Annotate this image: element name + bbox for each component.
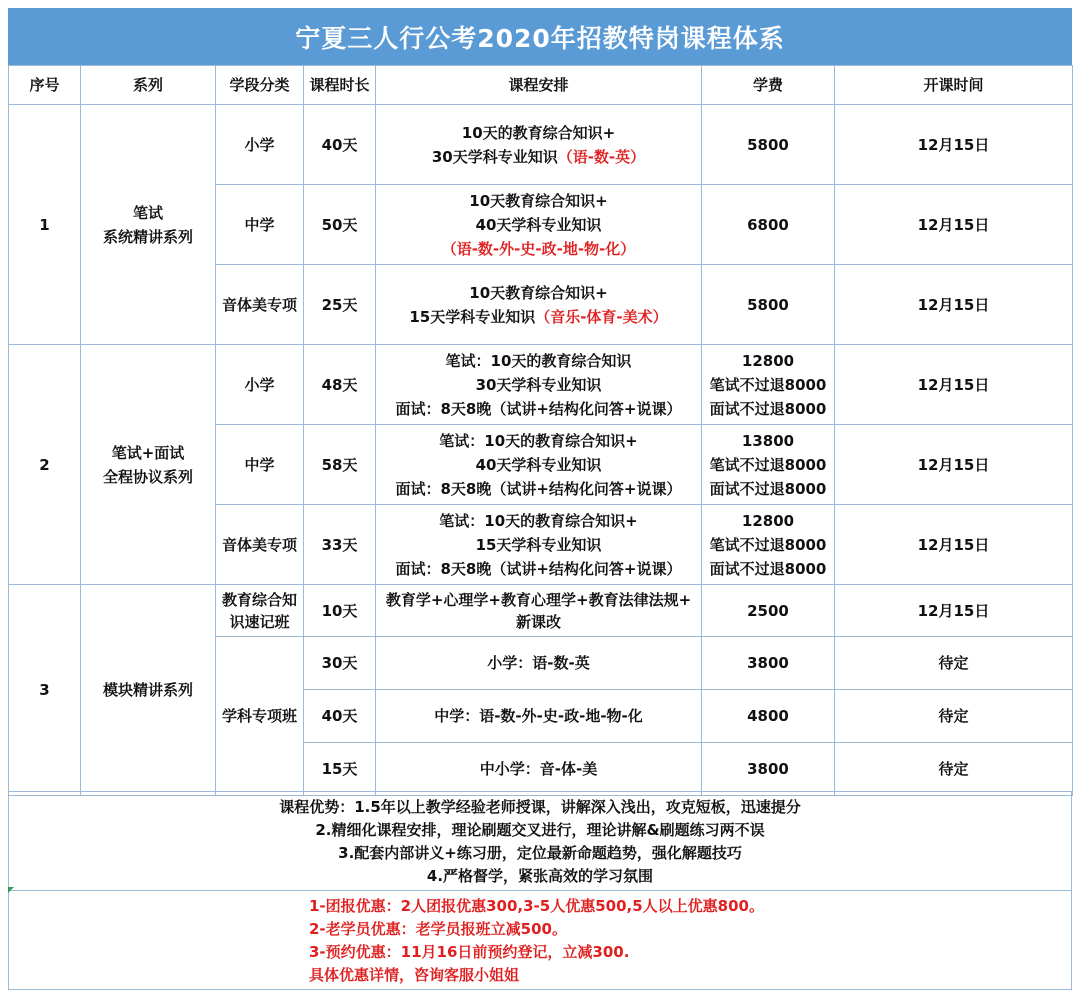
fee-cell	[702, 345, 835, 425]
plan-line: 笔试：10天的教育综合知识+	[439, 431, 638, 450]
group-no: 3	[9, 585, 81, 796]
plan-text: 15天学科专业知识	[409, 307, 536, 326]
table-row	[9, 345, 1073, 425]
duration-cell: 25天	[304, 265, 376, 345]
level-cell: 教育综合知识速记班	[216, 585, 304, 637]
level-cell: 学科专项班	[216, 637, 304, 796]
plan-line: 30天学科专业知识	[475, 375, 602, 394]
start-cell: 待定	[835, 743, 1073, 796]
advantage-line: 3.配套内部讲义+练习册，定位最新命题趋势，强化解题技巧	[338, 844, 742, 862]
discount-line: 具体优惠详情，咨询客服小姐姐	[309, 966, 520, 984]
duration-cell: 40天	[304, 690, 376, 743]
plan-line: 新课改	[515, 612, 561, 631]
plan-cell	[376, 345, 702, 425]
duration-cell: 40天	[304, 105, 376, 185]
fee-line: 笔试不过退8000	[709, 455, 827, 474]
series-line: 笔试	[132, 203, 163, 222]
plan-line: 面试：8天8晚（试讲+结构化问答+说课）	[395, 479, 682, 498]
plan-line: 10天教育综合知识+	[469, 283, 608, 302]
table-row	[9, 105, 1073, 185]
duration-cell: 15天	[304, 743, 376, 796]
plan-subjects: （音乐-体育-美术）	[535, 307, 668, 326]
advantage-line: 2.精细化课程安排，理论刷题交叉进行，理论讲解&刷题练习两不误	[315, 821, 765, 839]
group-series	[81, 105, 216, 345]
start-cell: 12月15日	[835, 105, 1073, 185]
start-cell: 12月15日	[835, 505, 1073, 585]
series-line: 全程协议系列	[102, 467, 193, 486]
fee-cell: 3800	[702, 743, 835, 796]
plan-line: 40天学科专业知识	[475, 215, 602, 234]
group-series	[81, 585, 216, 796]
duration-cell: 30天	[304, 637, 376, 690]
plan-cell	[376, 185, 702, 265]
discount-line: 1-团报优惠：2人团报优惠300,3-5人优惠500,5人以上优惠800。	[309, 897, 764, 915]
plan-line: 笔试：10天的教育综合知识+	[439, 511, 638, 530]
series-line: 系统精讲系列	[102, 227, 193, 246]
fee-cell: 5800	[702, 105, 835, 185]
header-level: 学段分类	[216, 66, 304, 105]
fee-line: 面试不过退8000	[709, 399, 827, 418]
plan-line: 10天教育综合知识+	[469, 191, 608, 210]
group-no: 2	[9, 345, 81, 585]
plan-cell	[376, 425, 702, 505]
series-line: 笔试+面试	[111, 443, 185, 462]
sheet-title: 宁夏三人行公考2020年招教特岗课程体系	[8, 8, 1072, 65]
start-cell: 12月15日	[835, 425, 1073, 505]
advantage-line: 4.严格督学，紧张高效的学习氛围	[426, 867, 654, 885]
plan-line: 15天学科专业知识	[475, 535, 602, 554]
plan-subjects: （语-数-英）	[557, 147, 646, 166]
fee-cell: 4800	[702, 690, 835, 743]
plan-cell: 小学：语-数-英	[376, 637, 702, 690]
duration-cell: 50天	[304, 185, 376, 265]
header-plan: 课程安排	[376, 66, 702, 105]
plan-line	[376, 305, 701, 329]
plan-line: 面试：8天8晚（试讲+结构化问答+说课）	[395, 399, 682, 418]
cell-comment-marker	[8, 887, 14, 893]
header-start: 开课时间	[835, 66, 1073, 105]
level-cell: 音体美专项	[216, 265, 304, 345]
start-cell: 12月15日	[835, 585, 1073, 637]
plan-line: 40天学科专业知识	[475, 455, 602, 474]
duration-cell: 33天	[304, 505, 376, 585]
course-table	[8, 65, 1073, 796]
level-cell: 小学	[216, 345, 304, 425]
plan-cell	[376, 505, 702, 585]
plan-subjects: （语-数-外-史-政-地-物-化）	[441, 239, 636, 258]
header-row	[9, 66, 1073, 105]
fee-cell: 3800	[702, 637, 835, 690]
group-no: 1	[9, 105, 81, 345]
fee-line: 12800	[741, 511, 795, 530]
table-row	[9, 585, 1073, 637]
fee-line: 笔试不过退8000	[709, 535, 827, 554]
course-advantages	[8, 791, 1072, 891]
start-cell: 12月15日	[835, 345, 1073, 425]
header-series: 系列	[81, 66, 216, 105]
plan-cell: 中小学：音-体-美	[376, 743, 702, 796]
fee-line: 12800	[741, 351, 795, 370]
fee-cell	[702, 505, 835, 585]
group-series	[81, 345, 216, 585]
fee-cell: 6800	[702, 185, 835, 265]
level-cell: 中学	[216, 185, 304, 265]
header-duration: 课程时长	[304, 66, 376, 105]
series-line: 模块精讲系列	[102, 681, 193, 699]
plan-line: 10天的教育综合知识+	[461, 123, 616, 142]
fee-cell: 5800	[702, 265, 835, 345]
plan-line: 教育学+心理学+教育心理学+教育法律法规+	[385, 590, 692, 609]
plan-text: 30天学科专业知识	[431, 147, 558, 166]
plan-cell	[376, 105, 702, 185]
plan-line	[376, 145, 701, 169]
fee-cell: 2500	[702, 585, 835, 637]
level-cell: 音体美专项	[216, 505, 304, 585]
plan-line: 面试：8天8晚（试讲+结构化问答+说课）	[395, 559, 682, 578]
plan-cell	[376, 265, 702, 345]
start-cell: 12月15日	[835, 185, 1073, 265]
plan-cell: 中学：语-数-外-史-政-地-物-化	[376, 690, 702, 743]
level-cell: 小学	[216, 105, 304, 185]
level-cell: 中学	[216, 425, 304, 505]
discount-notes	[8, 890, 1072, 990]
duration-cell: 48天	[304, 345, 376, 425]
header-no: 序号	[9, 66, 81, 105]
fee-line: 面试不过退8000	[709, 559, 827, 578]
fee-line: 面试不过退8000	[709, 479, 827, 498]
header-fee: 学费	[702, 66, 835, 105]
start-cell: 待定	[835, 637, 1073, 690]
discount-line: 2-老学员优惠：老学员报班立减500。	[309, 920, 567, 938]
plan-cell	[376, 585, 702, 637]
duration-cell: 58天	[304, 425, 376, 505]
fee-line: 13800	[741, 431, 795, 450]
start-cell: 12月15日	[835, 265, 1073, 345]
fee-line: 笔试不过退8000	[709, 375, 827, 394]
advantage-line: 课程优势：1.5年以上教学经验老师授课，讲解深入浅出，攻克短板，迅速提分	[279, 798, 801, 816]
discount-line: 3-预约优惠：11月16日前预约登记，立减300.	[309, 943, 630, 961]
start-cell: 待定	[835, 690, 1073, 743]
duration-cell: 10天	[304, 585, 376, 637]
fee-cell	[702, 425, 835, 505]
plan-line: 笔试：10天的教育综合知识	[445, 351, 632, 370]
